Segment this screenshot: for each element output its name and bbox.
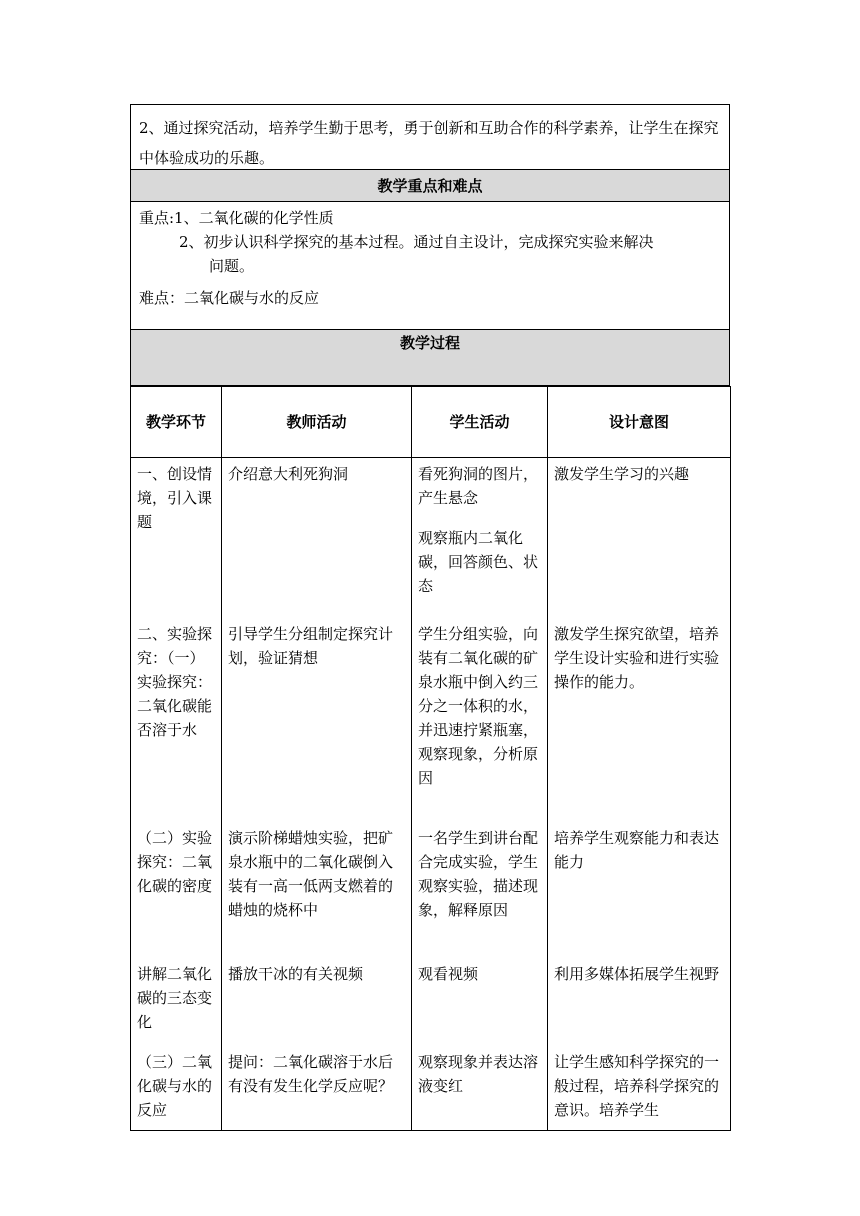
key-points-header [130,170,730,202]
stage-column [131,458,222,1131]
lesson-plan-document [130,104,730,1131]
process-table [130,386,731,1131]
column-header-teacher: 教师活动 [222,387,412,458]
teacher-column [222,458,412,1131]
student-activity-3: 一名学生到讲台配合完成实验，学生观察实验，描述现象，解释原因 [418,829,539,919]
design-intent-2: 激发学生探究欲望，培养学生设计实验和进行实验操作的能力。 [554,625,720,691]
student-activity-4: 观看视频 [418,965,479,983]
key-points-heading: 教学重点和难点 [377,177,483,195]
stage-1: 一、创设情境，引入课题 [137,465,213,531]
student-activity-2: 学生分组实验，向装有二氧化碳的矿泉水瓶中倒入约三分之一体积的水，并迅速拧紧瓶塞，观察现象，分析原因 [418,625,539,787]
teacher-activity-1: 介绍意大利死狗洞 [228,465,349,483]
student-activity-5: 观察现象并表达溶液变红 [418,1053,539,1095]
key-points-cell [130,202,730,330]
stage-4: 讲解二氧化碳的三态变化 [137,965,213,1031]
design-intent-5: 让学生感知科学探究的一般过程，培养科学探究的意识。培养学生 [554,1053,720,1119]
design-intent-3: 培养学生观察能力和表达能力 [554,829,720,871]
column-header-stage: 教学环节 [131,387,222,458]
teacher-activity-4: 播放干冰的有关视频 [228,965,364,983]
stage-5: （三）二氧化碳与水的反应 [137,1053,213,1119]
design-intent-1: 激发学生学习的兴趣 [554,465,690,483]
focus-point-1: 重点:1、二氧化碳的化学性质 [139,209,334,227]
intent-column [548,458,731,1131]
focus-point-2: 2、初步认识科学探究的基本过程。通过自主设计，完成探究实验来解决 [179,233,654,251]
teacher-activity-3: 演示阶梯蜡烛实验，把矿泉水瓶中的二氧化碳倒入装有一高一低两支燃着的蜡烛的烧杯中 [228,829,394,919]
process-table-body-row [131,458,731,1131]
stage-2: 二、实验探究：（一）实验探究：二氧化碳能否溶于水 [137,625,213,739]
teacher-activity-5: 提问：二氧化碳溶于水后有没有发生化学反应呢？ [228,1053,394,1095]
student-activity-1a: 看死狗洞的图片，产生悬念 [418,465,539,507]
column-header-student: 学生活动 [412,387,548,458]
stage-3: （二）实验探究：二氧化碳的密度 [137,829,213,895]
process-header [130,330,730,386]
difficulty-point: 难点：二氧化碳与水的反应 [139,289,320,307]
teacher-activity-2: 引导学生分组制定探究计划，验证猜想 [228,625,394,667]
design-intent-4: 利用多媒体拓展学生视野 [554,965,720,983]
student-column [412,458,548,1131]
column-header-intent: 设计意图 [548,387,731,458]
process-heading: 教学过程 [399,334,460,352]
teaching-goal-text: 2、通过探究活动，培养学生勤于思考，勇于创新和互助合作的科学素养，让学生在探究中体验成功的乐趣。 [139,119,719,167]
process-table-header-row [131,387,731,458]
teaching-goal-cell [130,104,730,170]
student-activity-1b: 观察瓶内二氧化碳，回答颜色、状态 [418,529,539,595]
focus-point-2-continued: 问题。 [209,257,255,275]
